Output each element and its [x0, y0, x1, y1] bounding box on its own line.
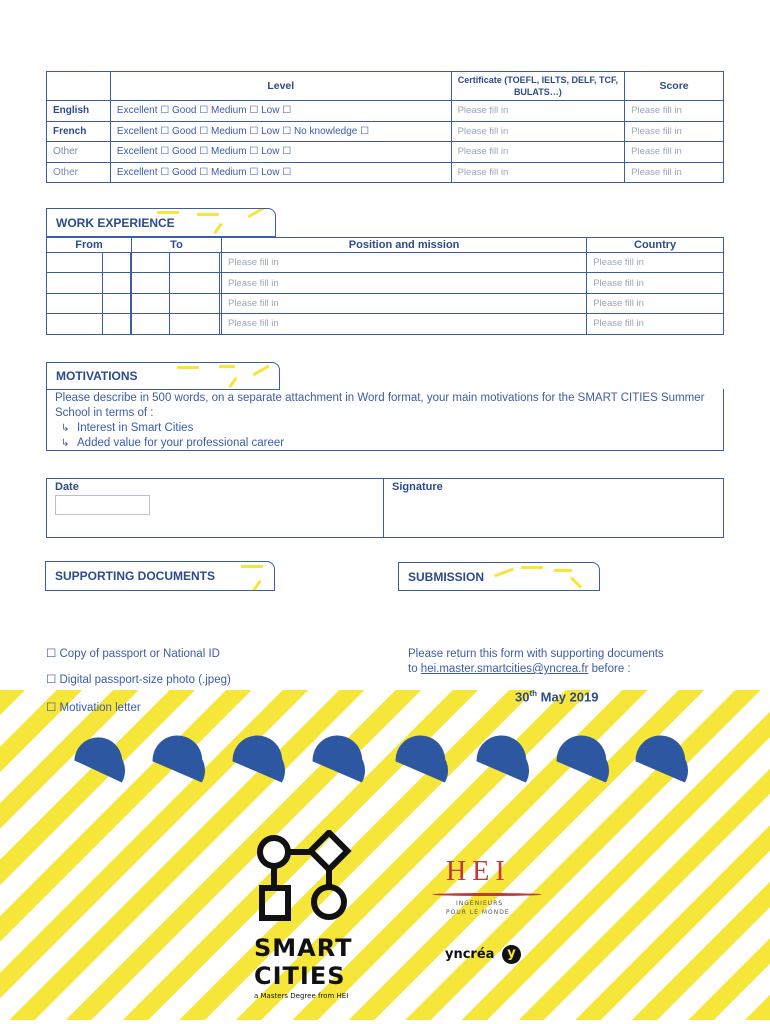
deadline-date: 30th May 2019 [515, 689, 599, 705]
arrow-icon: ↳ [61, 438, 70, 449]
work-experience-section-header [46, 208, 276, 237]
decor-dash [570, 576, 582, 588]
language-name[interactable]: Other [47, 162, 111, 183]
submission-line-2: to hei.master.smartcities@yncrea.fr before : [408, 663, 631, 675]
half-circle-icon [226, 730, 295, 790]
from-date-field[interactable] [47, 273, 132, 293]
half-circle-icon [470, 730, 539, 790]
decor-dash [521, 566, 543, 569]
half-circle-icon [629, 730, 698, 790]
hei-tagline-1: INGENIEURS [456, 900, 504, 907]
decor-dash [494, 568, 514, 578]
work-row [47, 314, 724, 334]
logo-cities: CITIES [254, 962, 346, 990]
half-circle-icon [146, 730, 215, 790]
position-field[interactable]: Please fill in [221, 253, 586, 273]
supporting-documents-section-header [45, 561, 275, 591]
work-row [47, 293, 724, 313]
work-table-header [47, 238, 724, 253]
decor-dash [241, 565, 263, 568]
decor-dash [157, 211, 179, 214]
motivation-bullet: ↳ Interest in Smart Cities [61, 422, 194, 434]
empty-header [47, 72, 111, 101]
language-row-other-1 [47, 142, 724, 163]
to-header: To [132, 238, 222, 253]
doc-item-passport[interactable]: ☐ Copy of passport or National ID [46, 648, 220, 660]
work-experience-table [46, 237, 724, 335]
language-row-other-2 [47, 162, 724, 183]
to-date-field[interactable] [132, 253, 222, 273]
decor-dash [177, 366, 199, 369]
half-circle-icon [69, 730, 134, 790]
country-field[interactable]: Please fill in [587, 253, 724, 273]
signature-cell[interactable] [384, 479, 723, 537]
from-header: From [47, 238, 132, 253]
decor-dash [219, 365, 235, 368]
hei-logo: HEI [446, 856, 511, 887]
decor-dash [247, 208, 264, 218]
section-title: SUBMISSION [408, 569, 485, 584]
certificate-header: Certificate (TOEFL, IELTS, DELF, TCF, BULATS…) [451, 72, 625, 101]
score-field[interactable]: Please fill in [625, 162, 724, 183]
level-header: Level [110, 72, 451, 101]
motivations-box [46, 389, 724, 451]
to-date-field[interactable] [132, 293, 222, 313]
from-date-field[interactable] [47, 253, 132, 273]
decor-dash [213, 223, 222, 235]
yncrea-y-icon: y [502, 945, 521, 964]
half-circle-icon [306, 730, 375, 790]
score-field[interactable]: Please fill in [625, 121, 724, 142]
signature-label: Signature [392, 481, 443, 493]
decor-dash [252, 580, 261, 591]
submission-section-header [398, 562, 600, 591]
score-field[interactable]: Please fill in [625, 101, 724, 122]
hei-swoosh [432, 893, 542, 896]
position-field[interactable]: Please fill in [221, 314, 586, 334]
language-table [46, 71, 724, 183]
decor-dash [228, 377, 237, 389]
position-field[interactable]: Please fill in [221, 293, 586, 313]
yncrea-logo: yncréa [445, 947, 495, 962]
to-date-field[interactable] [132, 314, 222, 334]
half-circle-decorations [0, 730, 770, 790]
submission-instructions [408, 647, 664, 677]
from-date-field[interactable] [47, 314, 132, 334]
country-header: Country [587, 238, 724, 253]
country-field[interactable]: Please fill in [587, 273, 724, 293]
section-title: SUPPORTING DOCUMENTS [55, 569, 216, 583]
half-circle-icon [389, 730, 458, 790]
language-name[interactable]: Other [47, 142, 111, 163]
language-row-french [47, 121, 724, 142]
level-options[interactable]: Excellent ☐ Good ☐ Medium ☐ Low ☐ [110, 101, 451, 122]
logo-tagline: a Masters Degree from HEI [254, 992, 349, 1000]
decor-dash [252, 365, 269, 377]
score-header: Score [625, 72, 724, 101]
score-field[interactable]: Please fill in [625, 142, 724, 163]
position-field[interactable]: Please fill in [221, 273, 586, 293]
certificate-field[interactable]: Please fill in [451, 142, 625, 163]
work-row [47, 253, 724, 273]
date-input[interactable] [55, 495, 150, 515]
level-options[interactable]: Excellent ☐ Good ☐ Medium ☐ Low ☐ [110, 162, 451, 183]
section-title: WORK EXPERIENCE [56, 215, 175, 230]
submission-line-1: Please return this form with supporting documents [408, 648, 664, 660]
level-options[interactable]: Excellent ☐ Good ☐ Medium ☐ Low ☐ No knowledge ☐ [110, 121, 451, 142]
date-cell [47, 479, 384, 537]
country-field[interactable]: Please fill in [587, 293, 724, 313]
language-table-header [47, 72, 724, 101]
arrow-icon: ↳ [61, 423, 70, 434]
decor-dash [197, 213, 219, 216]
logo-smart: SMART [254, 934, 353, 962]
language-row-english [47, 101, 724, 122]
to-date-field[interactable] [132, 273, 222, 293]
motivations-text: Please describe in 500 words, on a separate attachment in Word format, your main motivations for the SMART CITIES Summer School in terms of : [55, 392, 705, 419]
date-signature-box [46, 478, 724, 538]
language-name: English [47, 101, 111, 122]
decor-dash [554, 569, 572, 572]
country-field[interactable]: Please fill in [587, 314, 724, 334]
hei-tagline-2: POUR LE MONDE [446, 909, 510, 916]
certificate-field[interactable]: Please fill in [451, 162, 625, 183]
level-options[interactable]: Excellent ☐ Good ☐ Medium ☐ Low ☐ [110, 142, 451, 163]
certificate-field[interactable]: Please fill in [451, 101, 625, 122]
language-name: French [47, 121, 111, 142]
date-label: Date [55, 481, 79, 493]
doc-item-photo[interactable]: ☐ Digital passport-size photo (.jpeg) [46, 674, 231, 686]
email-link[interactable]: hei.master.smartcities@yncrea.fr [420, 663, 589, 675]
smart-cities-logo-icon [252, 830, 362, 930]
section-title: MOTIVATIONS [56, 369, 138, 383]
work-row [47, 273, 724, 293]
from-date-field[interactable] [47, 293, 132, 313]
position-header: Position and mission [221, 238, 586, 253]
doc-item-motivation-letter[interactable]: ☐ Motivation letter [46, 702, 141, 714]
motivation-bullet: ↳ Added value for your professional career [61, 437, 285, 449]
certificate-field[interactable]: Please fill in [451, 121, 625, 142]
motivations-section-header [46, 362, 280, 390]
half-circle-icon [550, 730, 619, 790]
